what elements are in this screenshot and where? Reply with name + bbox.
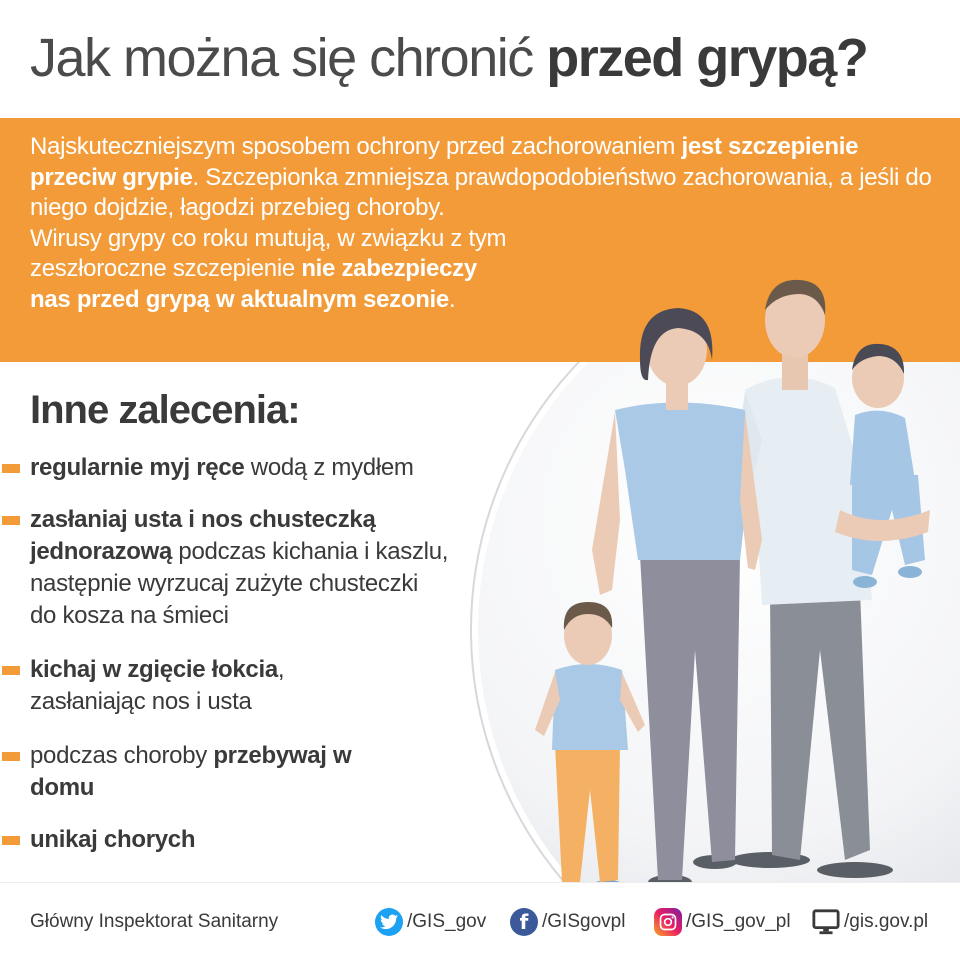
bullet-marker bbox=[2, 752, 20, 761]
bullet-marker bbox=[2, 464, 20, 473]
title-light: Jak można się chronić bbox=[30, 28, 533, 88]
footer bbox=[0, 882, 960, 960]
intro-paragraph-1: Najskuteczniejszym sposobem ochrony przed zachorowaniem jest szczepienie przeciw grypie. Szczepionka zmniejsza prawdopodobieństwo zachorowania, a jeśli do niego dojdzie, łagodzi przebieg choroby. bbox=[30, 133, 932, 221]
recommendations-heading: Inne zalecenia: bbox=[30, 388, 300, 432]
bullet-marker bbox=[2, 516, 20, 525]
website-url: /gis.gov.pl bbox=[844, 911, 929, 932]
computer-monitor-icon bbox=[812, 908, 840, 936]
twitter-handle: /GIS_gov bbox=[407, 911, 487, 932]
organization-name: Główny Inspektorat Sanitarny bbox=[30, 911, 279, 932]
facebook-handle: /GISgovpl bbox=[542, 911, 626, 932]
twitter-icon bbox=[375, 908, 403, 936]
title-bold: przed grypą? bbox=[546, 28, 868, 88]
boy-figure bbox=[535, 602, 645, 896]
bullet-marker bbox=[2, 836, 20, 845]
intro-paragraph-2: Wirusy grypy co roku mutują, w związku z tym zeszłoroczne szczepienie nie zabezpieczy nas przed grypą w aktualnym sezonie. bbox=[30, 224, 507, 313]
facebook-icon: f bbox=[510, 908, 538, 936]
page-title bbox=[30, 22, 940, 94]
instagram-icon bbox=[654, 908, 682, 936]
family-illustration bbox=[500, 270, 960, 910]
bullet-marker bbox=[2, 666, 20, 675]
twitter-link[interactable] bbox=[375, 905, 486, 939]
instagram-link[interactable] bbox=[654, 905, 791, 939]
facebook-link[interactable] bbox=[510, 905, 625, 939]
website-link[interactable] bbox=[812, 905, 928, 939]
instagram-handle: /GIS_gov_pl bbox=[686, 911, 791, 932]
